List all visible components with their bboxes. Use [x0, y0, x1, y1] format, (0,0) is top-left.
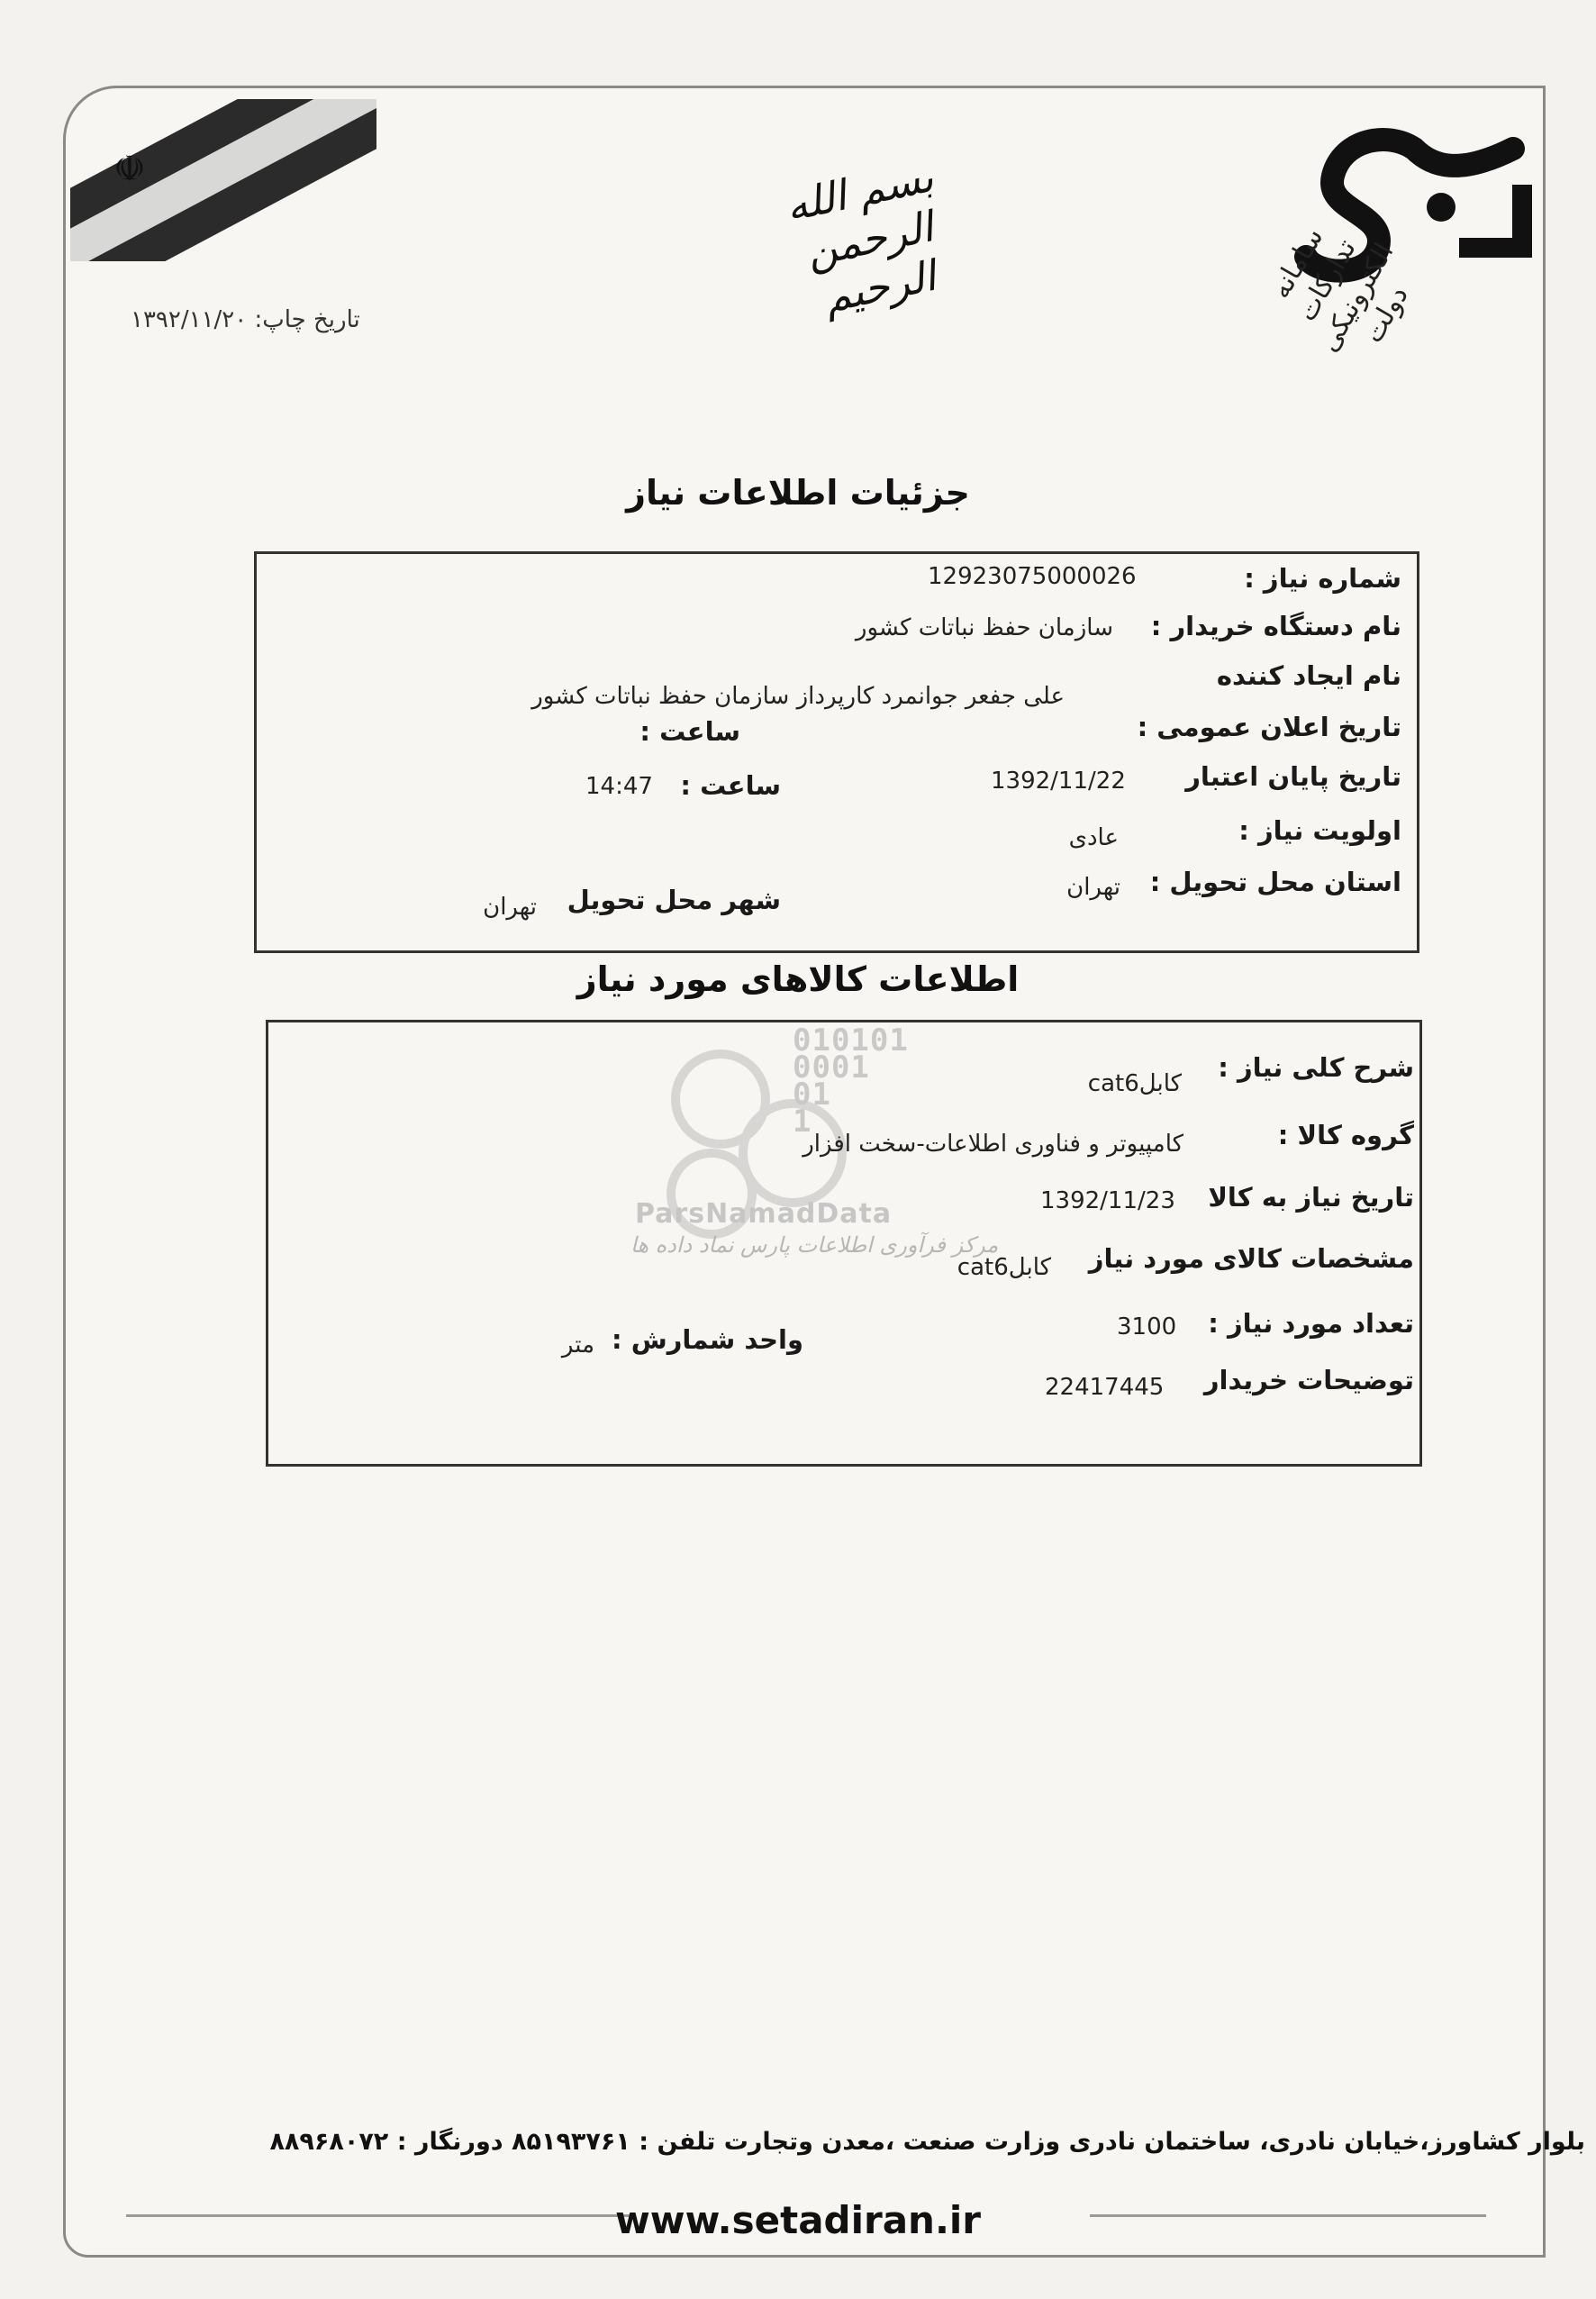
- delivery-province-label: استان محل تحویل :: [1149, 867, 1401, 897]
- specs-label: مشخصات کالای مورد نیاز: [1088, 1243, 1414, 1274]
- print-date-value: ۱۳۹۲/۱۱/۲۰: [131, 306, 248, 333]
- expiry-date-row: [1185, 761, 1401, 792]
- need-number-value: 12923075000026: [928, 563, 1137, 590]
- buyer-notes-row: [1204, 1365, 1414, 1395]
- iran-emblem-icon: ☫: [113, 149, 146, 190]
- need-date-label: تاریخ نیاز به کالا: [1208, 1182, 1414, 1213]
- delivery-city-label: شهر محل تحویل: [567, 885, 781, 915]
- unit-value: متر: [561, 1331, 594, 1358]
- creator-value: علی جفعر جوانمرد کارپرداز سازمان حفظ نباتات کشور: [531, 683, 1065, 710]
- need-date-row: [1208, 1182, 1414, 1213]
- priority-value: عادی: [1068, 824, 1119, 851]
- buyer-notes-label: توضیحات خریدار: [1203, 1365, 1414, 1395]
- delivery-province-row: [1150, 867, 1401, 897]
- need-number-label: شماره نیاز :: [1244, 563, 1401, 594]
- priority-row: [1238, 815, 1401, 846]
- print-date: [131, 306, 360, 333]
- delivery-province-value: تهران: [1066, 874, 1120, 901]
- goods-group-value: کامپیوتر و فناوری اطلاعات-سخت افزار: [803, 1131, 1183, 1158]
- footer-website: www.setadiran.ir: [614, 2198, 982, 2242]
- announce-date-row: [1138, 712, 1401, 742]
- expiry-date-value: 1392/11/22: [991, 768, 1126, 795]
- specs-value: کابلcat6: [957, 1254, 1051, 1281]
- buyer-org-label: نام دستگاه خریدار :: [1150, 611, 1401, 641]
- watermark-digits: 010101 0001 01 1: [793, 1022, 909, 1140]
- buyer-org-row: [1151, 611, 1401, 641]
- footer-address: بلوار کشاورز،خیابان نادری، ساختمان نادری وزارت صنعت ،معدن وتجارت تلفن : ۸۵۱۹۳۷۶۱ دورنگار : ۸۸۹۶۸۰۷۲: [269, 2128, 1585, 2156]
- setad-logo-text: سامانه تدارکات الکترونیکی دولت: [1265, 223, 1415, 358]
- expiry-date-label: تاریخ پایان اعتبار: [1185, 761, 1401, 792]
- expiry-time-value: 14:47: [585, 773, 653, 800]
- quantity-value: 3100: [1117, 1313, 1177, 1340]
- iran-flag-emblem: [70, 99, 376, 261]
- unit-label: واحد شمارش :: [612, 1324, 803, 1355]
- priority-label: اولویت نیاز :: [1238, 815, 1401, 846]
- goods-group-label: گروه کالا :: [1277, 1120, 1414, 1150]
- need-date-value: 1392/11/23: [1040, 1187, 1175, 1214]
- watermark-brand: ParsNamadData: [635, 1198, 893, 1230]
- quantity-label: تعداد مورد نیاز :: [1208, 1308, 1414, 1339]
- watermark-tagline: مرکز فرآوری اطلاعات پارس نماد داده ها: [630, 1232, 999, 1258]
- buyer-org-value: سازمان حفظ نباتات کشور: [855, 614, 1113, 641]
- need-number-row: [1244, 563, 1401, 594]
- buyer-notes-value: 22417445: [1045, 1374, 1165, 1401]
- creator-row: [1217, 660, 1401, 691]
- expiry-time-label: ساعت :: [680, 770, 781, 801]
- print-date-label: تاریخ چاپ:: [254, 306, 360, 333]
- announce-time-label: ساعت :: [639, 716, 740, 747]
- specs-row: [1089, 1243, 1414, 1274]
- goods-group-row: [1278, 1120, 1414, 1150]
- general-desc-label: شرح کلی نیاز :: [1218, 1052, 1414, 1083]
- creator-label: نام ایجاد کننده: [1216, 660, 1401, 691]
- general-desc-row: [1218, 1052, 1414, 1083]
- delivery-city-value: تهران: [483, 894, 537, 921]
- bismillah-calligraphy: بسم الله الرحمن الرحیم: [781, 151, 940, 323]
- need-details-heading: جزئیات اطلاعات نیاز: [626, 473, 970, 513]
- quantity-row: [1208, 1308, 1414, 1339]
- announce-date-label: تاریخ اعلان عمومی :: [1137, 712, 1401, 742]
- goods-info-heading: اطلاعات کالاهای مورد نیاز: [576, 959, 1020, 999]
- general-desc-value: کابلcat6: [1087, 1070, 1182, 1097]
